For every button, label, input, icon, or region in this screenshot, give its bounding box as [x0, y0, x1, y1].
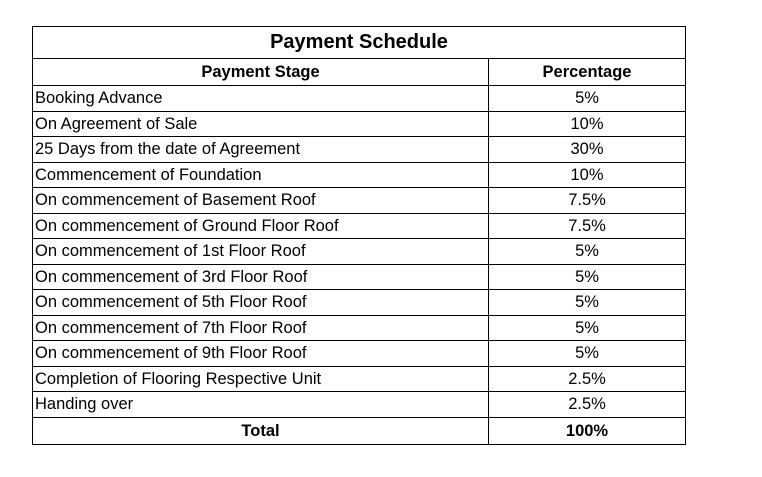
table-row — [33, 392, 686, 418]
table-row — [33, 213, 686, 239]
header-row — [33, 59, 686, 86]
header-payment-stage: Payment Stage — [33, 59, 489, 86]
percentage-cell: 5% — [489, 341, 686, 367]
table-row — [33, 86, 686, 112]
table-row — [33, 341, 686, 367]
stage-cell: Commencement of Foundation — [33, 162, 489, 188]
total-percentage: 100% — [489, 417, 686, 444]
table-row — [33, 111, 686, 137]
percentage-cell: 7.5% — [489, 213, 686, 239]
total-row — [33, 417, 686, 444]
table-row — [33, 188, 686, 214]
title-row — [33, 27, 686, 59]
table-title: Payment Schedule — [33, 27, 686, 59]
percentage-cell: 2.5% — [489, 366, 686, 392]
percentage-cell: 5% — [489, 239, 686, 265]
stage-cell: On commencement of 7th Floor Roof — [33, 315, 489, 341]
payment-schedule-sheet — [32, 26, 685, 445]
table-row — [33, 366, 686, 392]
table-row — [33, 162, 686, 188]
stage-cell: On commencement of Basement Roof — [33, 188, 489, 214]
stage-cell: On commencement of 1st Floor Roof — [33, 239, 489, 265]
stage-cell: On commencement of 5th Floor Roof — [33, 290, 489, 316]
percentage-cell: 10% — [489, 111, 686, 137]
stage-cell: 25 Days from the date of Agreement — [33, 137, 489, 163]
table-body — [33, 86, 686, 418]
stage-cell: On commencement of 9th Floor Roof — [33, 341, 489, 367]
payment-schedule-table — [32, 26, 686, 445]
percentage-cell: 5% — [489, 290, 686, 316]
stage-cell: Completion of Flooring Respective Unit — [33, 366, 489, 392]
percentage-cell: 10% — [489, 162, 686, 188]
total-label: Total — [33, 417, 489, 444]
stage-cell: On commencement of 3rd Floor Roof — [33, 264, 489, 290]
percentage-cell: 5% — [489, 315, 686, 341]
table-row — [33, 315, 686, 341]
stage-cell: Handing over — [33, 392, 489, 418]
percentage-cell: 5% — [489, 86, 686, 112]
table-row — [33, 290, 686, 316]
table-row — [33, 137, 686, 163]
percentage-cell: 30% — [489, 137, 686, 163]
table-row — [33, 264, 686, 290]
header-percentage: Percentage — [489, 59, 686, 86]
stage-cell: On Agreement of Sale — [33, 111, 489, 137]
stage-cell: On commencement of Ground Floor Roof — [33, 213, 489, 239]
percentage-cell: 5% — [489, 264, 686, 290]
stage-cell: Booking Advance — [33, 86, 489, 112]
table-row — [33, 239, 686, 265]
percentage-cell: 7.5% — [489, 188, 686, 214]
percentage-cell: 2.5% — [489, 392, 686, 418]
